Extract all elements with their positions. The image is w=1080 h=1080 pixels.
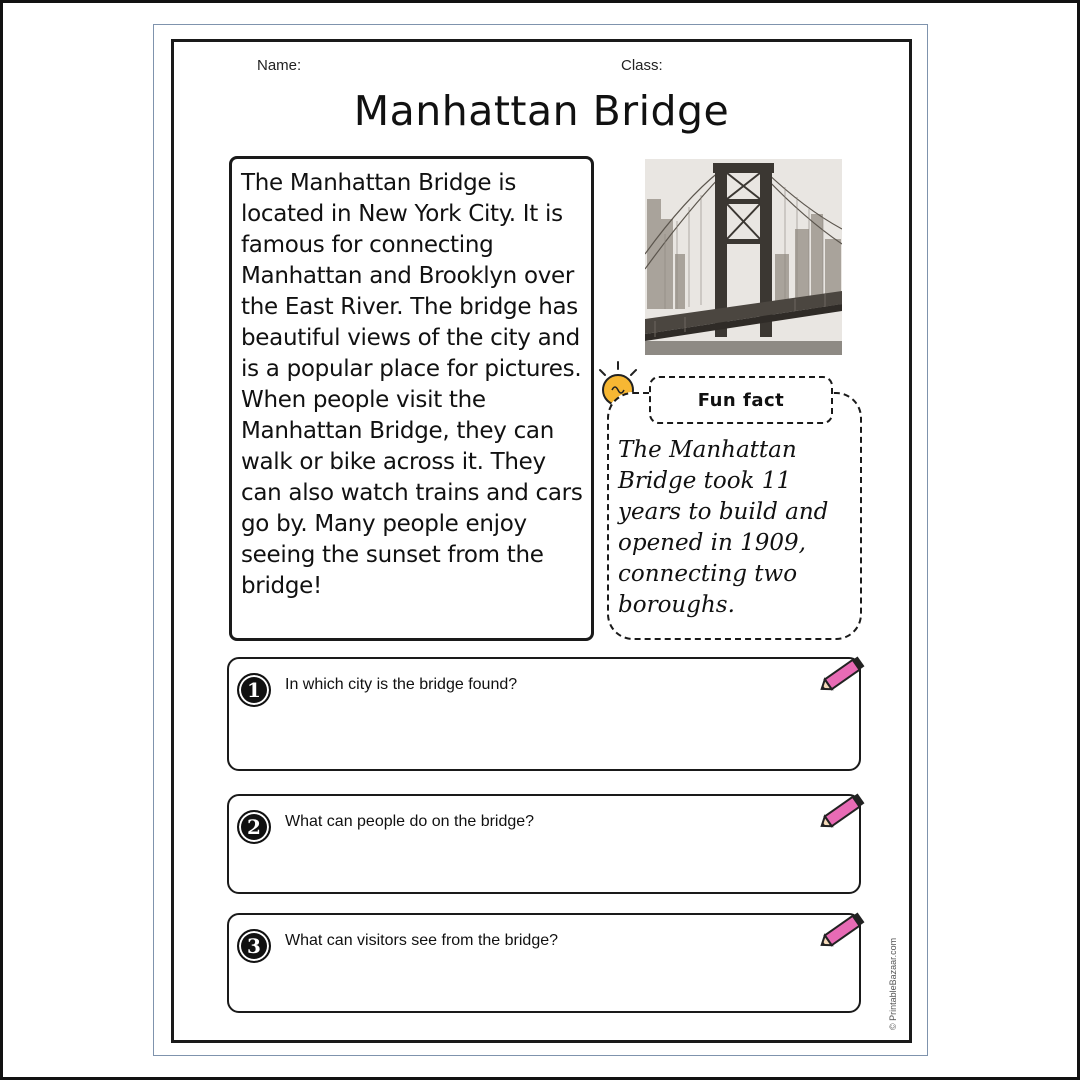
worksheet-title: Manhattan Bridge bbox=[353, 87, 730, 135]
fun-fact-text: The Manhattan Bridge took 11 years to build and opened in 1909, connecting two boroughs. bbox=[618, 437, 829, 618]
bridge-illustration bbox=[645, 159, 842, 355]
question-number-2: 2 bbox=[237, 810, 271, 844]
name-label: Name: bbox=[257, 57, 302, 74]
fun-fact-heading: Fun fact bbox=[649, 376, 833, 424]
reading-passage-box bbox=[229, 156, 594, 641]
question-text-2: What can people do on the bridge? bbox=[285, 813, 535, 830]
class-label: Class: bbox=[621, 57, 663, 74]
question-box-1[interactable] bbox=[227, 657, 861, 771]
pencil-icon bbox=[817, 788, 869, 834]
worksheet-page bbox=[153, 24, 928, 1056]
question-box-3[interactable] bbox=[227, 913, 861, 1013]
question-text-1: In which city is the bridge found? bbox=[285, 676, 518, 693]
pencil-icon bbox=[817, 651, 869, 697]
question-number-3: 3 bbox=[237, 929, 271, 963]
pencil-icon bbox=[817, 907, 869, 953]
reading-passage-text: The Manhattan Bridge is located in New York City. It is famous for connecting Manhattan and Brooklyn over the East River. The bridge has beautiful views of the city and is a popular place for pictures. When people visit the Manhattan Bridge, they can walk or bike across it. They can also watch trains and cars go by. Many people enjoy seeing the sunset from the bridge! bbox=[241, 170, 583, 599]
question-box-2[interactable] bbox=[227, 794, 861, 894]
watermark: © PrintableBazaar.com bbox=[888, 937, 898, 1030]
question-number-1: 1 bbox=[237, 673, 271, 707]
question-text-3: What can visitors see from the bridge? bbox=[285, 932, 559, 949]
